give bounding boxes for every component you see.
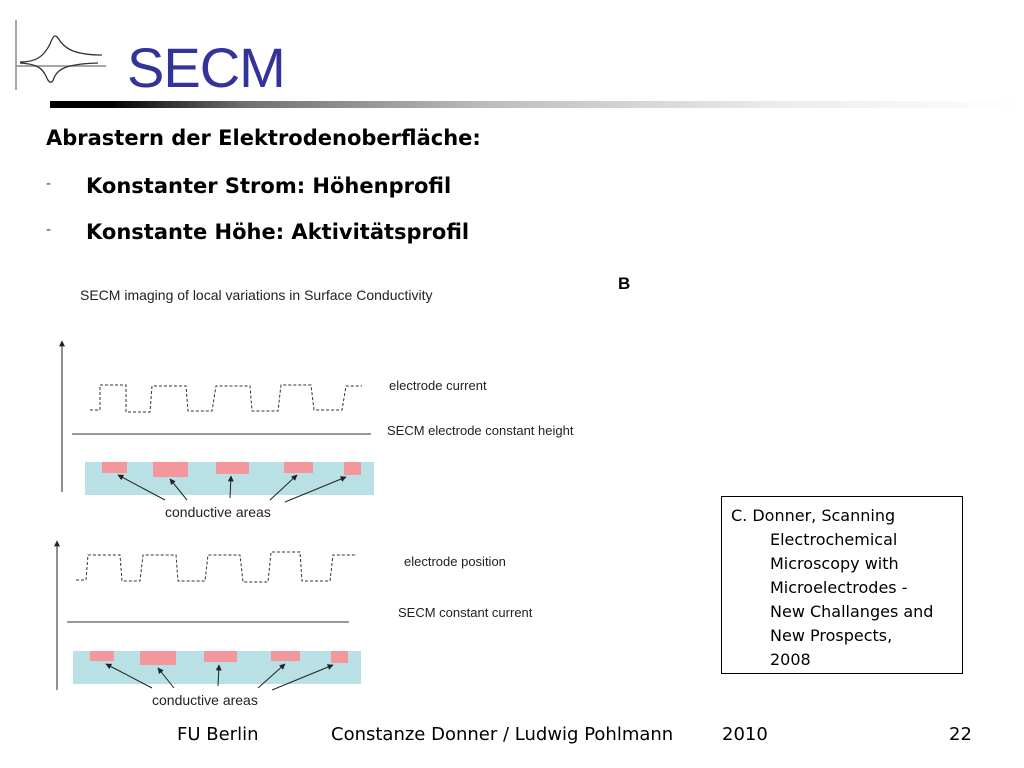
conductive-area: [204, 651, 237, 662]
conductive-area: [271, 651, 300, 661]
reference-line: New Prospects,: [770, 626, 893, 645]
conductive-area: [102, 462, 127, 473]
electrode-current-label: electrode current: [389, 378, 487, 393]
conductive-area: [284, 462, 313, 473]
slide-heading: Abrastern der Elektrodenoberfläche:: [46, 126, 481, 150]
conductive-area: [153, 462, 188, 477]
reference-line: Microelectrodes -: [770, 578, 908, 597]
electrode-position-trace: [76, 552, 357, 582]
bullet-marker: -: [46, 222, 52, 238]
reference-line: C. Donner, Scanning: [731, 506, 896, 525]
reference-line: Microscopy with: [770, 554, 899, 573]
bullet-marker: -: [46, 176, 52, 192]
constant-current-label: SECM constant current: [398, 605, 533, 620]
footer-institution: FU Berlin: [177, 724, 259, 745]
conductive-area: [90, 651, 114, 661]
slide-title: SECM: [127, 36, 285, 99]
reference-box: [721, 496, 963, 674]
conductive-area: [216, 462, 249, 474]
conductive-area: [344, 462, 361, 475]
conductive-area: [140, 651, 176, 665]
electrode-position-label: electrode position: [404, 554, 506, 569]
footer-year: 2010: [722, 724, 768, 745]
footer-authors: Constanze Donner / Ludwig Pohlmann: [331, 724, 674, 745]
figure-title: SECM imaging of local variations in Surface Conductivity: [80, 287, 433, 303]
reference-line: 2008: [770, 650, 811, 669]
bullet-text: Konstanter Strom: Höhenprofil: [86, 174, 452, 198]
bullet-text: Konstante Höhe: Aktivitätsprofil: [86, 220, 470, 244]
footer-page-number: 22: [949, 724, 972, 745]
electrode-current-trace: [90, 385, 362, 412]
conductive-area: [331, 651, 348, 663]
conductive-areas-label: conductive areas: [165, 504, 271, 520]
constant-height-label: SECM electrode constant height: [387, 423, 574, 438]
reference-line: New Challanges and: [770, 602, 934, 621]
conductive-areas-label: conductive areas: [152, 692, 258, 708]
figure-panel-label: B: [618, 274, 631, 293]
reference-line: Electrochemical: [770, 530, 898, 549]
